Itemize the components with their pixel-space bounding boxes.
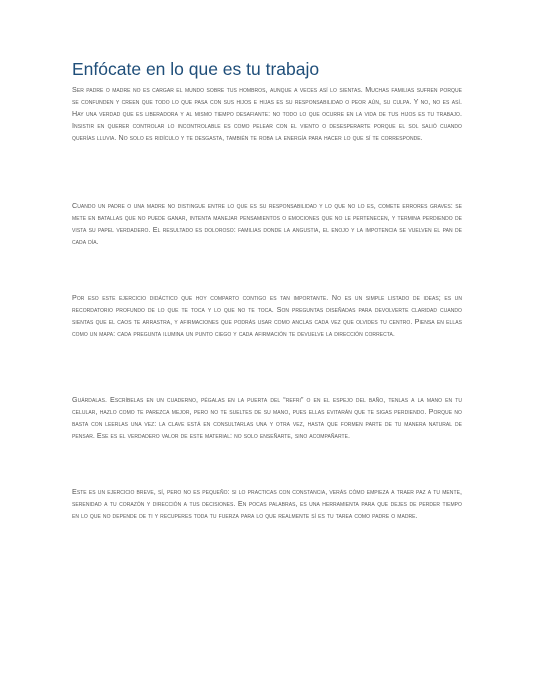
paragraph-2: Cuando un padre o una madre no distingue entre lo que es su responsabilidad y lo que no lo es, comete errores graves: se mete en batallas que no puede ganar, intenta manejar pensamientos o emociones que no le pertenecen, y termina perdiendo de vista su papel verdadero. El resultado es doloroso: familias donde la angustia, el enojo y la impotencia se vuelven el pan de cada día.	[72, 202, 462, 247]
paragraph-1: Ser padre o madre no es cargar el mundo sobre tus hombros, aunque a veces así lo sientas. Muchas familias sufren porque se confunden y creen que todo lo que pasa con sus hijos e hijas es su responsabilidad o peor aún, su culpa. Y no, no es así. Hay una verdad que es liberadora y al mismo tiempo desafiante: no todo lo que ocurre en la vida de tus hijos es tu trabajo. Insistir en querer controlar lo incontrolable es como pelear con el viento o desesperarte porque el sol salió cuando querías lluvia. No solo es ridículo y te desgasta, también te roba la energía para hacer lo que sí te corresponde.	[72, 86, 462, 143]
paragraph-4: Guárdalas. Escríbelas en un cuaderno, pégalas en la puerta del “refri” o en el espejo del baño, tenlas a la mano en tu celular, hazlo como te parezca mejor, pero no te sueltes de su mano, pues ellas evitarán que te sigas perdiendo. Porque no basta con leerlas una vez: la clave está en consultarlas una y otra vez, hasta que formen parte de tu manera natural de pensar. Ese es el verdadero valor de este material: no solo enseñarte, sino acompañarte.	[72, 396, 462, 441]
paragraph-5: Este es un ejercicio breve, sí, pero no es pequeño: si lo practicas con constancia, verás cómo empieza a traer paz a tu mente, serenidad a tu corazón y dirección a tus decisiones. En pocas palabras, es una herramienta para que dejes de perder tiempo en lo que no depende de ti y recuperes toda tu fuerza para lo que realmente sí es tu tarea como padre o madre.	[72, 488, 462, 521]
page-title: Enfócate en lo que es tu trabajo	[72, 59, 320, 79]
paragraph-3: Por eso este ejercicio didáctico que hoy comparto contigo es tan importante. No es un simple listado de ideas; es un recordatorio profundo de lo que te toca y lo que no te toca. Son preguntas diseñadas para devolverte claridad cuando sientas que el caos te arrastra, y afirmaciones que podrás usar como anclas cada vez que olvides tu centro. Piensa en ellas como un mapa: cada pregunta ilumina un punto ciego y cada afirmación te devuelve la dirección correcta.	[72, 294, 462, 339]
